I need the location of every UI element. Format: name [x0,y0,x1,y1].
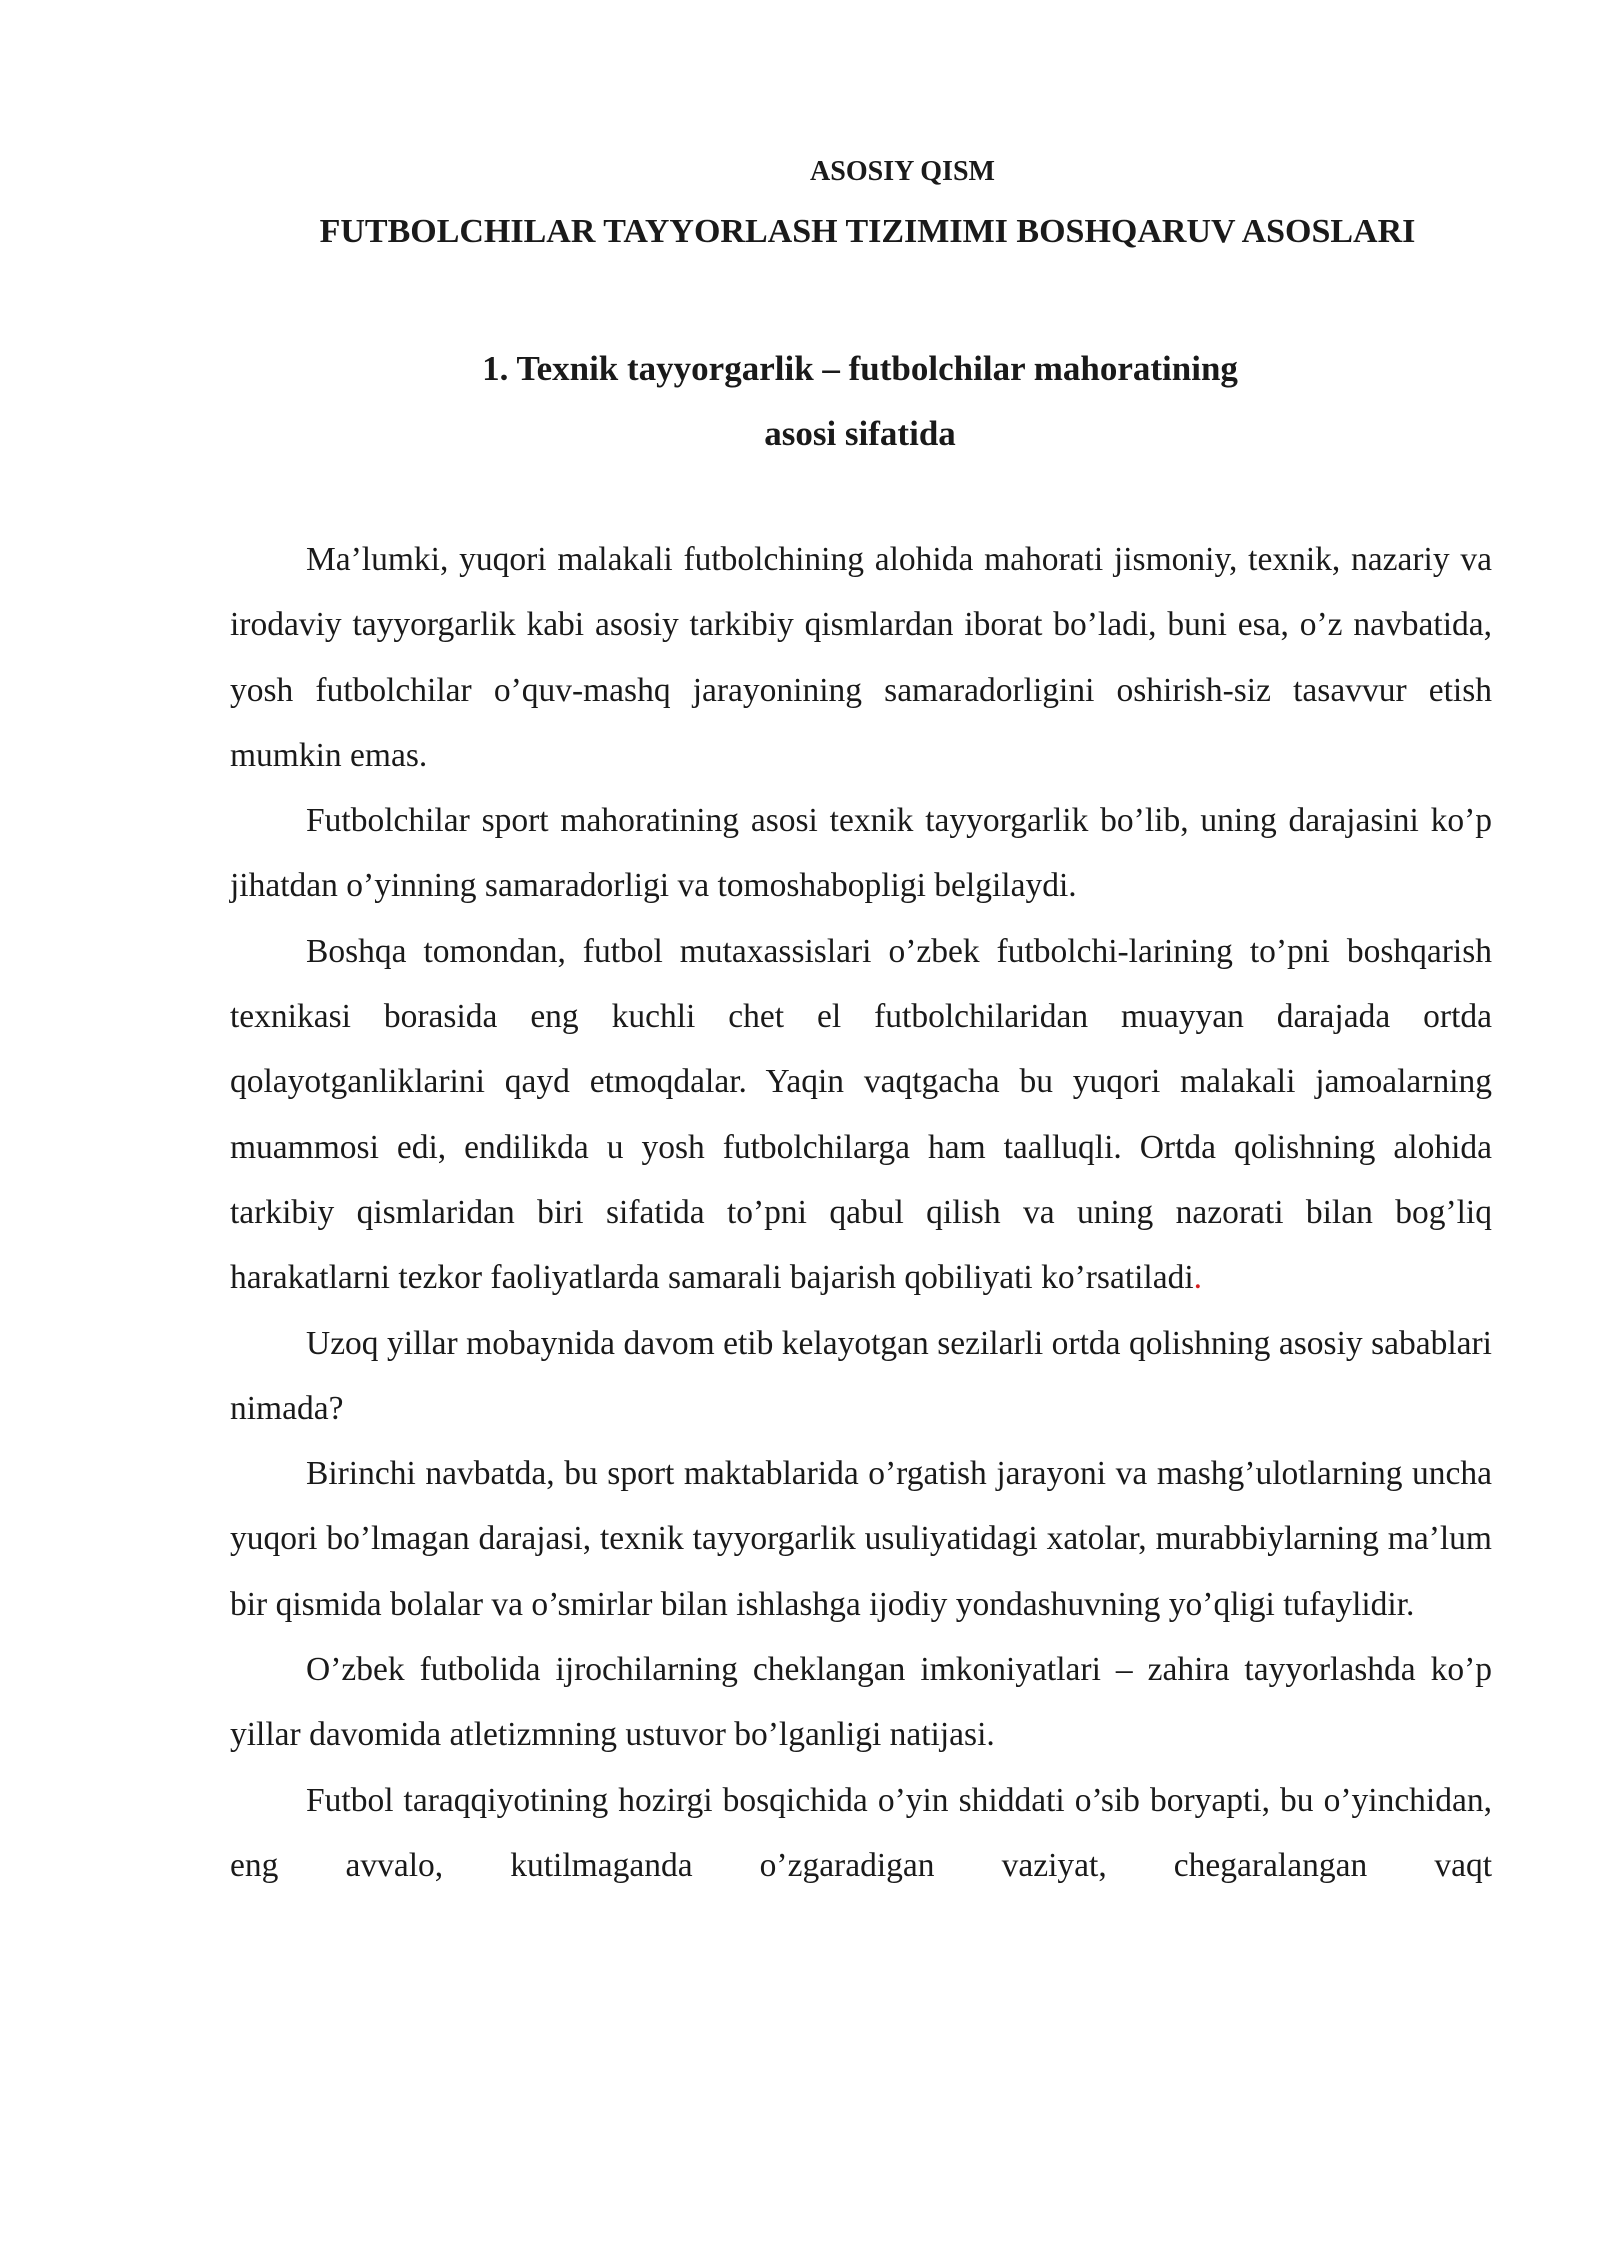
paragraph-6: O’zbek futbolida ijrochilarning cheklangan imkoniyatlari – zahira tayyorlashda ko’p yillar davomida atletizmning ustuvor bo’lganligi natijasi. [230,1651,1492,1754]
main-title: FUTBOLCHILAR TAYYORLASH TIZIMIMI BOSHQARUV ASOSLARI [319,213,1416,250]
paragraph-5: Birinchi navbatda, bu sport maktablarida o’rgatish jarayoni va mashg’ulotlarning uncha yuqori bo’lmagan darajasi, texnik tayyorgarlik usuliyatidagi xatolar, murabbiylarning ma’lum bir qismida bolalar va o’smirlar bilan ishlashga ijodiy yondashuvning yo’qligi tufaylidir. [230,1455,1492,1623]
section-title-line-2: asosi sifatida [764,414,956,453]
part-label: ASOSIY QISM [810,156,995,187]
section-title-line-1: 1. Texnik tayyorgarlik – futbolchilar mahoratining [482,349,1238,388]
paragraph-3-text: Boshqa tomondan, futbol mutaxassislari o’zbek futbolchi-larining to’pni boshqarish texnikasi borasida eng kuchli chet el futbolchilaridan muayyan darajada ortda qolayotganliklarini qayd etmoqdalar. Yaqin vaqtgacha bu yuqori malakali jamoalarning muammosi edi, endilikda u yosh futbolchilarga ham taalluqli. Ortda qolishning alohida tarkibiy qismlaridan biri sifatida to’pni qabul qilish va uning nazorati bilan bog’liq harakatlarni tezkor faoliyatlarda samarali bajarish qobiliyati ko’rsatiladi [230,932,1492,1297]
red-period-mark: . [1193,1259,1203,1297]
body-text [230,527,1492,1898]
paragraph-1: Ma’lumki, yuqori malakali futbolchining alohida mahorati jismoniy, texnik, nazariy va irodaviy tayyorgarlik kabi asosiy tarkibiy qismlardan iborat bo’ladi, buni esa, o’z navbatida, yosh futbolchilar o’quv-mashq jarayonining samaradorligini oshirish-siz tasavvur etish mumkin emas. [230,541,1492,774]
paragraph-2: Futbolchilar sport mahoratining asosi texnik tayyorgarlik bo’lib, uning darajasini ko’p jihatdan o’yinning samaradorligi va tomoshabopligi belgilaydi. [230,802,1492,905]
section-title [230,336,1490,466]
paragraph-3 [230,919,1492,1311]
paragraph-7: Futbol taraqqiyotining hozirgi bosqichida o’yin shiddati o’sib boryapti, bu o’yinchidan, eng avvalo, kutilmaganda o’zgaradigan vaziyat, chegaralangan vaqt [230,1781,1492,1884]
paragraph-4: Uzoq yillar mobaynida davom etib kelayotgan sezilarli ortda qolishning asosiy sabablari nimada? [230,1324,1492,1427]
